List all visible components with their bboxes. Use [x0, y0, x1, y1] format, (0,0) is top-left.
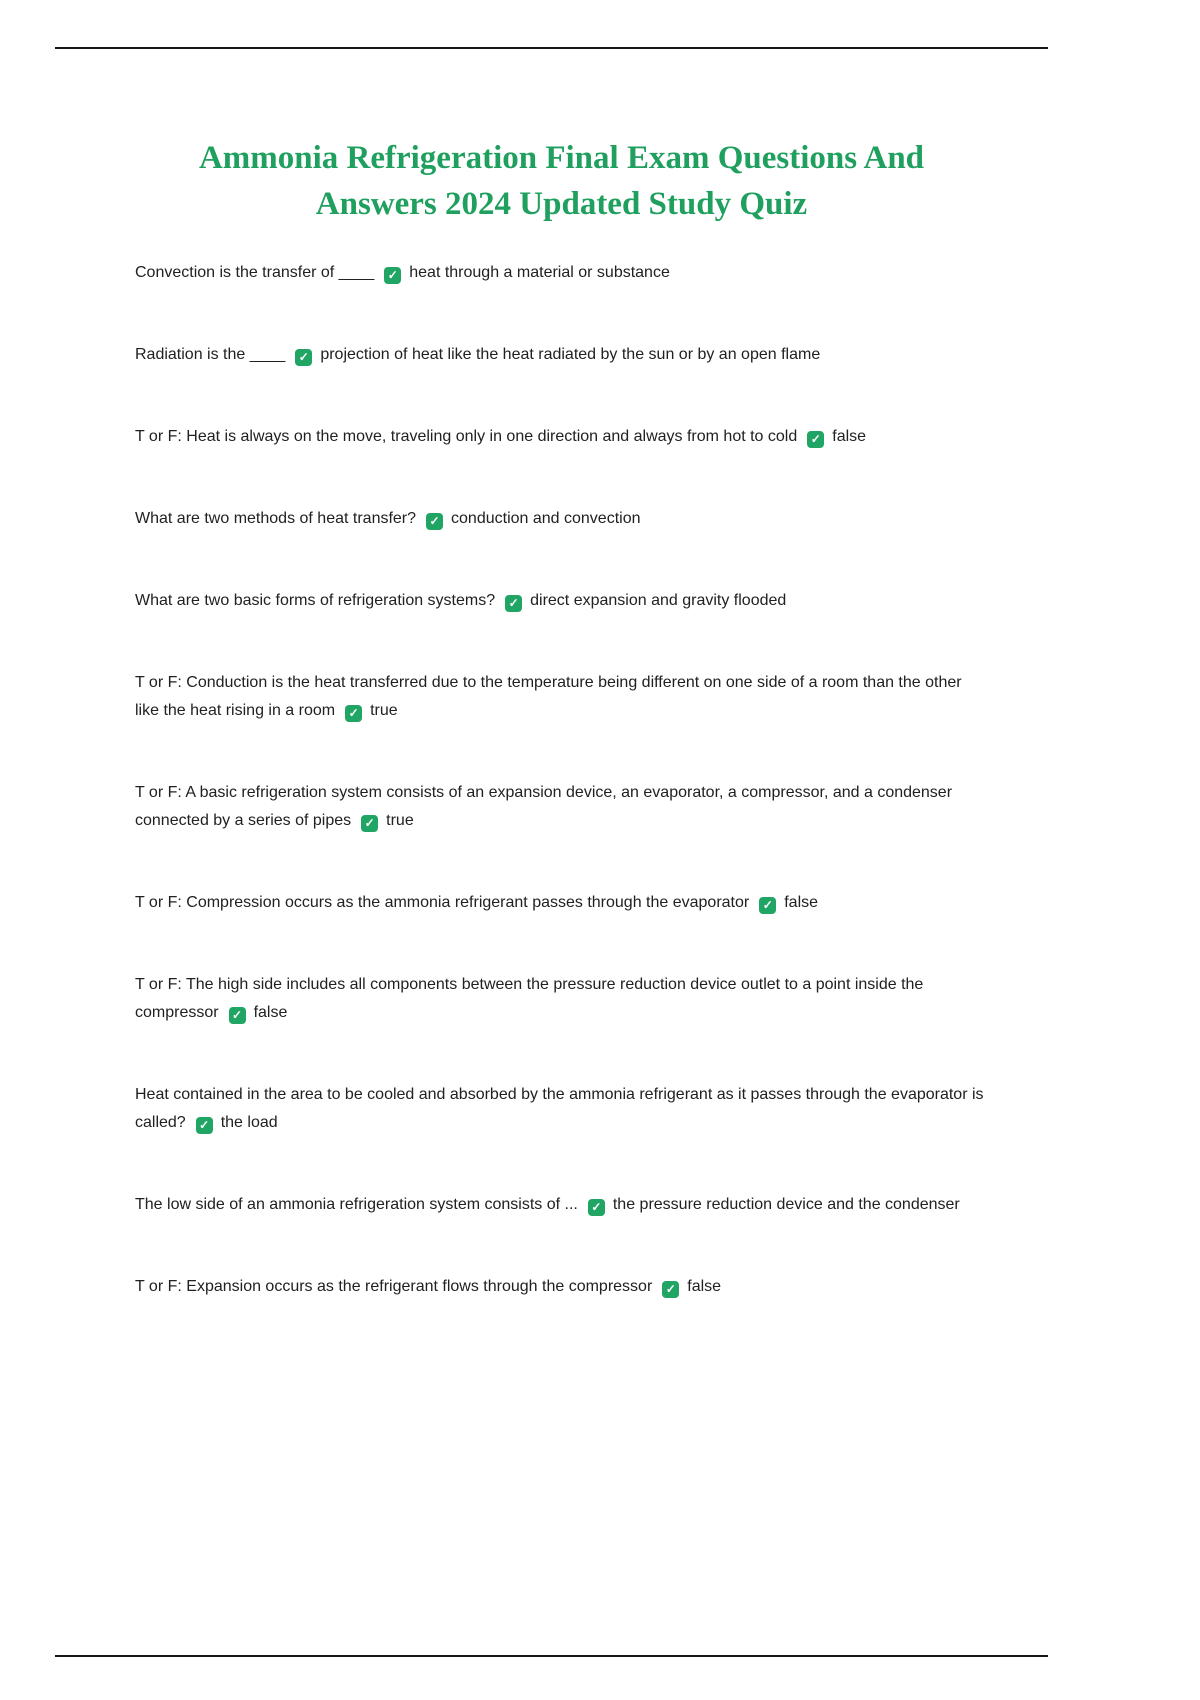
top-rule: [55, 47, 1048, 49]
qa-item: [135, 1273, 988, 1301]
qa-item: [135, 669, 988, 725]
answer-text: false: [687, 1278, 722, 1296]
checkmark-icon: ✓: [759, 897, 776, 914]
qa-item: [135, 423, 988, 451]
question-text: T or F: Expansion occurs as the refrigerant flows through the compressor: [135, 1278, 653, 1296]
answer-text: projection of heat like the heat radiated by the sun or by an open flame: [320, 346, 821, 364]
question-text: T or F: A basic refrigeration system consists of an expansion device, an evaporator, a compressor, and a condenser connected by a series of pipes: [135, 784, 953, 830]
question-text: Convection is the transfer of ____: [135, 264, 375, 282]
question-text: T or F: Heat is always on the move, traveling only in one direction and always from hot to cold: [135, 428, 798, 446]
checkmark-icon: ✓: [345, 705, 362, 722]
checkmark-icon: ✓: [426, 513, 443, 530]
bottom-rule: [55, 1655, 1048, 1657]
qa-item: [135, 971, 988, 1027]
qa-item: [135, 259, 988, 287]
qa-item: [135, 341, 988, 369]
answer-text: true: [386, 812, 414, 830]
checkmark-icon: ✓: [588, 1199, 605, 1216]
checkmark-icon: ✓: [229, 1007, 246, 1024]
question-text: Radiation is the ____: [135, 346, 286, 364]
checkmark-icon: ✓: [505, 595, 522, 612]
answer-text: false: [784, 894, 819, 912]
qa-list: [135, 259, 988, 1301]
question-text: T or F: The high side includes all components between the pressure reduction device outlet to a point inside the compressor: [135, 976, 924, 1022]
answer-text: direct expansion and gravity flooded: [530, 592, 787, 610]
answer-text: the load: [220, 1114, 278, 1132]
qa-item: [135, 587, 988, 615]
question-text: What are two methods of heat transfer?: [135, 510, 417, 528]
qa-item: [135, 1081, 988, 1137]
qa-item: [135, 505, 988, 533]
answer-text: false: [253, 1004, 288, 1022]
answer-text: true: [370, 702, 398, 720]
answer-text: conduction and convection: [451, 510, 641, 528]
qa-item: [135, 889, 988, 917]
question-text: T or F: Conduction is the heat transferred due to the temperature being different on one side of a room than the other like the heat rising in a room: [135, 674, 962, 720]
question-text: T or F: Compression occurs as the ammonia refrigerant passes through the evaporator: [135, 894, 750, 912]
answer-text: heat through a material or substance: [409, 264, 670, 282]
answer-text: the pressure reduction device and the condenser: [612, 1196, 960, 1214]
qa-item: [135, 1191, 988, 1219]
title-line-1: Ammonia Refrigeration Final Exam Questions And: [198, 140, 925, 176]
checkmark-icon: ✓: [384, 267, 401, 284]
question-text: The low side of an ammonia refrigeration system consists of ...: [135, 1196, 578, 1214]
checkmark-icon: ✓: [196, 1117, 213, 1134]
question-text: Heat contained in the area to be cooled and absorbed by the ammonia refrigerant as it passes through the evaporator is called?: [135, 1086, 984, 1132]
checkmark-icon: ✓: [662, 1281, 679, 1298]
checkmark-icon: ✓: [361, 815, 378, 832]
answer-text: false: [832, 428, 867, 446]
page-title: [135, 136, 988, 227]
qa-item: [135, 779, 988, 835]
question-text: What are two basic forms of refrigeration systems?: [135, 592, 496, 610]
checkmark-icon: ✓: [295, 349, 312, 366]
title-line-2: Answers 2024 Updated Study Quiz: [315, 185, 808, 222]
checkmark-icon: ✓: [807, 431, 824, 448]
page-content: [135, 136, 988, 1355]
